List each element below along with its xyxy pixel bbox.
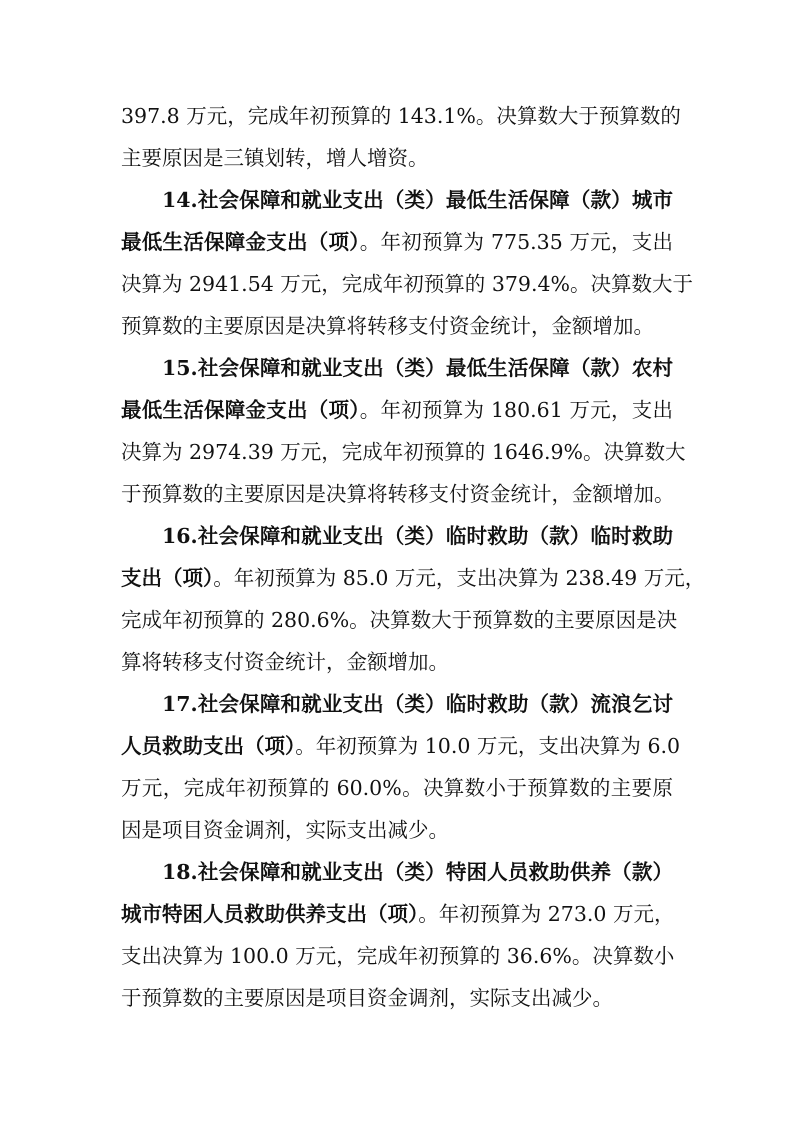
item-heading-end: 最低生活保障金支出（项） <box>121 398 360 422</box>
paragraph-line <box>121 731 681 761</box>
paragraph-line <box>121 983 673 1013</box>
item-heading: 17.社会保障和就业支出（类）临时救助（款）流浪乞讨 <box>162 692 673 716</box>
line-text: 。年初预算为 775.35 万元，支出 <box>359 230 674 254</box>
paragraph-line <box>121 311 673 341</box>
line-text: 。年初预算为 273.0 万元， <box>418 902 675 926</box>
item-heading-line <box>162 353 673 383</box>
paragraph-line <box>121 437 686 467</box>
paragraph-line <box>121 815 673 845</box>
line-text: 。年初预算为 180.61 万元，支出 <box>359 398 674 422</box>
paragraph-line <box>121 647 673 677</box>
line-text: 万元，完成年初预算的 60.0%。决算数小于预算数的主要原 <box>121 776 673 800</box>
line-text: 决算为 2974.39 万元，完成年初预算的 1646.9%。决算数大 <box>121 440 686 464</box>
item-heading-end: 城市特困人员救助供养支出（项） <box>121 902 419 926</box>
line-text: 主要原因是三镇划转，增人增资。 <box>121 146 429 170</box>
line-text: 397.8 万元，完成年初预算的 143.1%。决算数大于预算数的 <box>121 104 681 128</box>
paragraph-line <box>121 773 673 803</box>
line-text: 。年初预算为 85.0 万元，支出决算为 238.49 万元， <box>213 566 706 590</box>
paragraph-line <box>121 395 673 425</box>
item-heading-line <box>162 857 673 887</box>
paragraph-line <box>121 563 706 593</box>
line-text: 决算为 2941.54 万元，完成年初预算的 379.4%。决算数大于 <box>121 272 693 296</box>
line-text: 算将转移支付资金统计，金额增加。 <box>121 650 449 674</box>
paragraph-line <box>121 101 681 131</box>
item-heading: 14.社会保障和就业支出（类）最低生活保障（款）城市 <box>162 188 673 212</box>
item-heading-end: 最低生活保障金支出（项） <box>121 230 360 254</box>
item-heading: 15.社会保障和就业支出（类）最低生活保障（款）农村 <box>162 356 673 380</box>
item-heading-line <box>162 521 673 551</box>
paragraph-line <box>121 479 673 509</box>
paragraph-line <box>121 605 678 635</box>
line-text: 于预算数的主要原因是决算将转移支付资金统计，金额增加。 <box>121 482 675 506</box>
paragraph-line <box>121 227 673 257</box>
paragraph-line <box>121 941 673 971</box>
paragraph-line <box>121 269 693 299</box>
item-heading: 18.社会保障和就业支出（类）特困人员救助供养（款） <box>162 860 673 884</box>
line-text: 支出决算为 100.0 万元，完成年初预算的 36.6%。决算数小 <box>121 944 675 968</box>
item-heading-end: 人员救助支出（项） <box>121 734 296 758</box>
item-heading-end: 支出（项） <box>121 566 214 590</box>
item-heading: 16.社会保障和就业支出（类）临时救助（款）临时救助 <box>162 524 673 548</box>
line-text: 完成年初预算的 280.6%。决算数大于预算数的主要原因是决 <box>121 608 678 632</box>
line-text: 于预算数的主要原因是项目资金调剂，实际支出减少。 <box>121 986 613 1010</box>
paragraph-line <box>121 143 673 173</box>
line-text: 因是项目资金调剂，实际支出减少。 <box>121 818 449 842</box>
paragraph-line <box>121 899 673 929</box>
line-text: 预算数的主要原因是决算将转移支付资金统计，金额增加。 <box>121 314 654 338</box>
item-heading-line <box>162 185 673 215</box>
line-text: 。年初预算为 10.0 万元，支出决算为 6.0 <box>295 734 681 758</box>
item-heading-line <box>162 689 673 719</box>
